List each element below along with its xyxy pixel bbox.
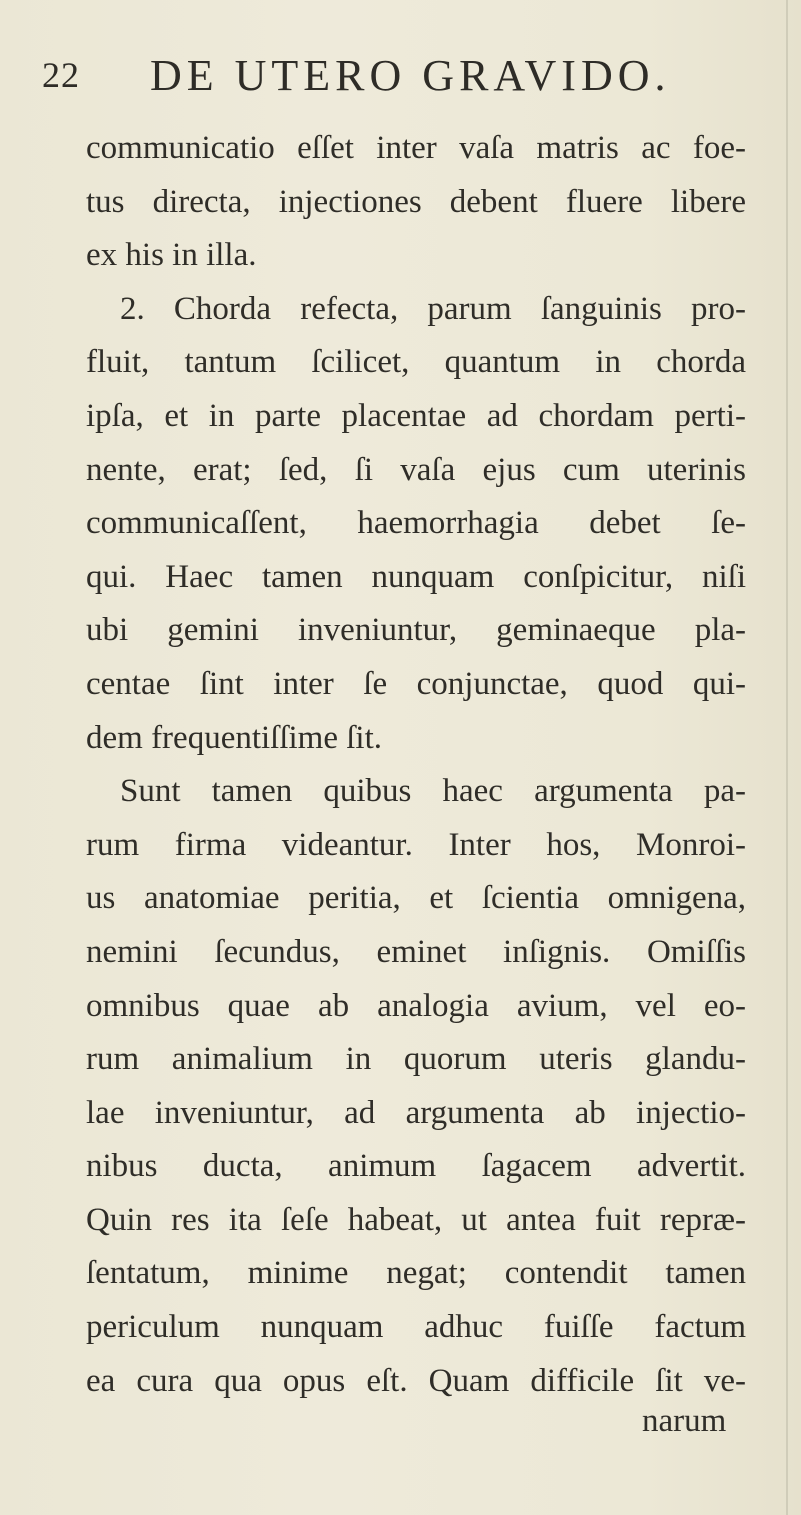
text-line: rum animalium in quorum uteris glandu-: [86, 1041, 746, 1078]
page-number: 22: [42, 55, 80, 95]
text-line: rum firma videantur. Inter hos, Monroi-: [86, 826, 746, 863]
text-line: omnibus quae ab analogia avium, vel eo-: [86, 987, 746, 1024]
text-line: nente, erat; ſed, ſi vaſa ejus cum uterinis: [86, 451, 746, 488]
text-line: ea cura qua opus eſt. Quam difficile ſit ve-: [86, 1362, 746, 1399]
text-line: Quin res ita ſeſe habeat, ut antea fuit repræ-: [86, 1201, 746, 1238]
page-crease: [786, 0, 788, 1515]
text-line: fluit, tantum ſcilicet, quantum in chorda: [86, 344, 746, 381]
running-head: DE UTERO GRAVIDO.: [150, 51, 671, 100]
catchword: narum: [642, 1403, 727, 1439]
text-line: qui. Haec tamen nunquam conſpicitur, niſi: [86, 558, 746, 595]
text-line: ex his in illa.: [86, 237, 257, 274]
text-line: 2. Chorda refecta, parum ſanguinis pro-: [120, 290, 746, 327]
text-line: communicatio eſſet inter vaſa matris ac foe-: [86, 130, 746, 166]
text-line: periculum nunquam adhuc fuiſſe factum: [86, 1309, 746, 1346]
text-line: us anatomiae peritia, et ſcientia omnigena,: [86, 880, 746, 917]
text-line: communicaſſent, haemorrhagia debet ſe-: [86, 505, 746, 542]
text-line: nemini ſecundus, eminet inſignis. Omiſſis: [86, 933, 746, 970]
page-header: [42, 50, 762, 100]
text-line: tus directa, injectiones debent fluere libere: [86, 183, 746, 220]
text-line: ubi gemini inveniuntur, geminaeque pla-: [86, 612, 746, 649]
text-line: lae inveniuntur, ad argumenta ab injectio-: [86, 1094, 746, 1131]
text-line: dem frequentiſſime ſit.: [86, 719, 383, 756]
text-line: ipſa, et in parte placentae ad chordam perti-: [86, 397, 746, 434]
text-line: nibus ducta, animum ſagacem advertit.: [86, 1148, 746, 1185]
body-text: [86, 122, 746, 1408]
text-line: centae ſint inter ſe conjunctae, quod qui-: [86, 665, 746, 702]
text-line: ſentatum, minime negat; contendit tamen: [86, 1255, 746, 1292]
text-line: Sunt tamen quibus haec argumenta pa-: [120, 773, 746, 810]
